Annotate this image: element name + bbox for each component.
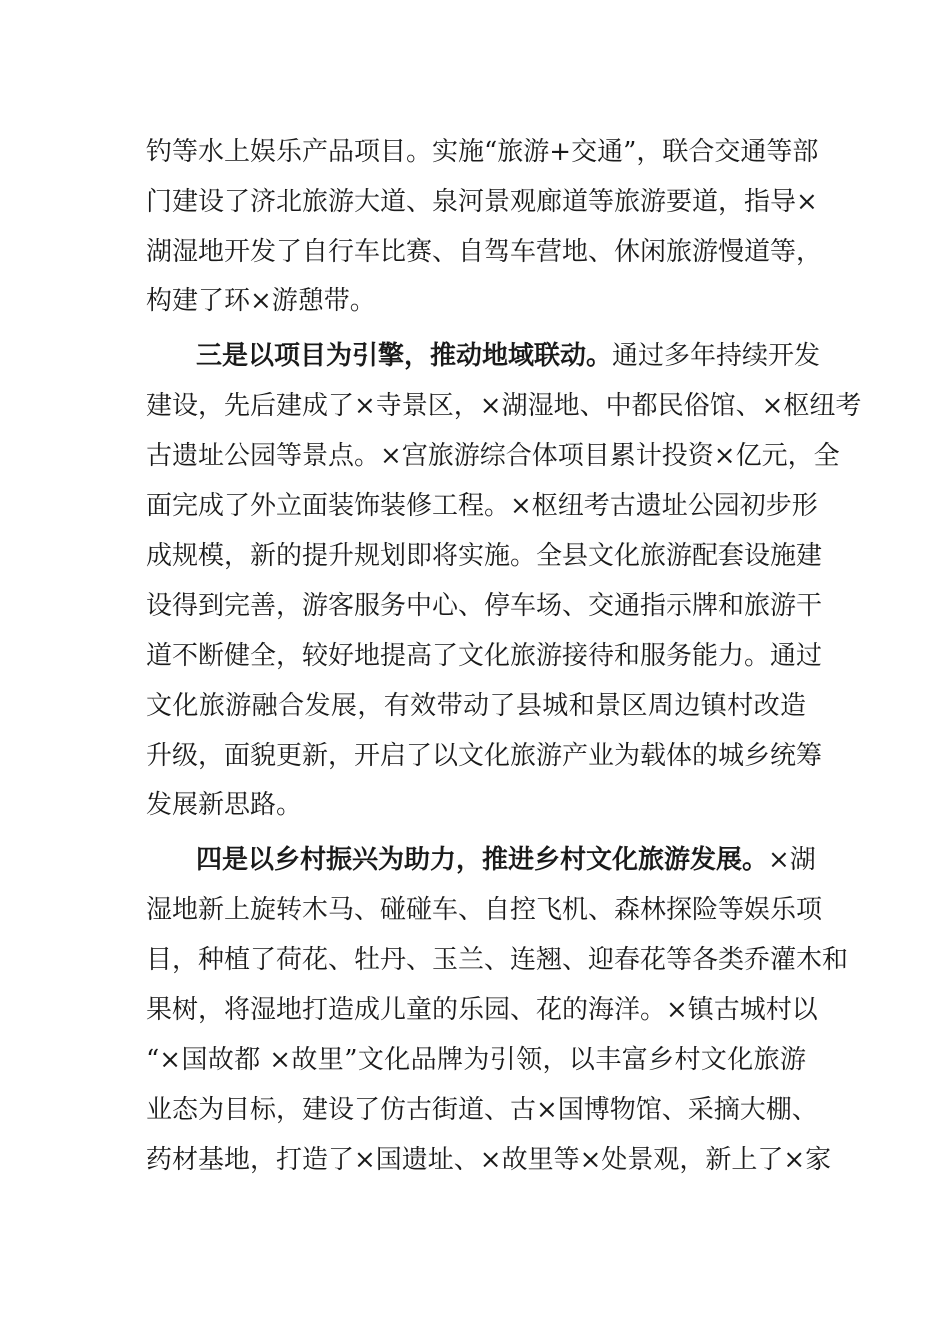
paragraph-3-line-2: 湿地新上旋转木马、碰碰车、自控飞机、森林探险等娱乐项 (146, 895, 823, 925)
paragraph-2-line-3: 古遗址公园等景点。×宫旅游综合体项目累计投资×亿元，全 (146, 441, 840, 471)
paragraph-3-line-5: “×国故都 ×故里”文化品牌为引领，以丰富乡村文化旅游 (146, 1045, 806, 1075)
paragraph-2-line-6: 设得到完善，游客服务中心、停车场、交通指示牌和旅游干 (146, 591, 823, 621)
paragraph-2-line-1-text: 通过多年持续开发 (612, 341, 821, 371)
paragraph-2-line-10: 发展新思路。 (146, 790, 303, 820)
paragraph-3-line-6: 业态为目标，建设了仿古街道、古×国博物馆、采摘大棚、 (146, 1095, 818, 1125)
paragraph-2-line-1 (196, 336, 821, 376)
paragraph-2-line-4: 面完成了外立面装饰装修工程。×枢纽考古遗址公园初步形 (146, 491, 818, 521)
paragraph-2-heading: 三是以项目为引擎，推动地域联动。 (196, 341, 613, 371)
paragraph-1-line-2: 门建设了济北旅游大道、泉河景观廊道等旅游要道，指导× (146, 187, 818, 217)
paragraph-2-line-9: 升级，面貌更新，开启了以文化旅游产业为载体的城乡统筹 (146, 741, 823, 771)
paragraph-2-line-5: 成规模，新的提升规划即将实施。全县文化旅游配套设施建 (146, 541, 823, 571)
paragraph-1-line-3: 湖湿地开发了自行车比赛、自驾车营地、休闲旅游慢道等， (146, 237, 823, 267)
paragraph-3-line-7: 药材基地，打造了×国遗址、×故里等×处景观，新上了×家 (146, 1145, 832, 1175)
paragraph-2-line-8: 文化旅游融合发展，有效带动了县城和景区周边镇村改造 (146, 691, 806, 721)
paragraph-3-heading: 四是以乡村振兴为助力，推进乡村文化旅游发展。 (196, 845, 769, 875)
paragraph-3-line-1 (196, 840, 816, 880)
paragraph-3-line-4: 果树，将湿地打造成儿童的乐园、花的海洋。×镇古城村以 (146, 995, 818, 1025)
paragraph-1-line-4: 构建了环×游憩带。 (146, 286, 376, 316)
paragraph-2-line-2: 建设，先后建成了×寺景区，×湖湿地、中都民俗馆、×枢纽考 (146, 391, 862, 421)
paragraph-3-line-1-text: ×湖 (768, 845, 816, 875)
paragraph-2-line-7: 道不断健全，较好地提高了文化旅游接待和服务能力。通过 (146, 641, 823, 671)
paragraph-3-line-3: 目，种植了荷花、牡丹、玉兰、连翘、迎春花等各类乔灌木和 (146, 945, 849, 975)
paragraph-1-line-1: 钓等水上娱乐产品项目。实施“旅游+交通”，联合交通等部 (146, 137, 819, 167)
